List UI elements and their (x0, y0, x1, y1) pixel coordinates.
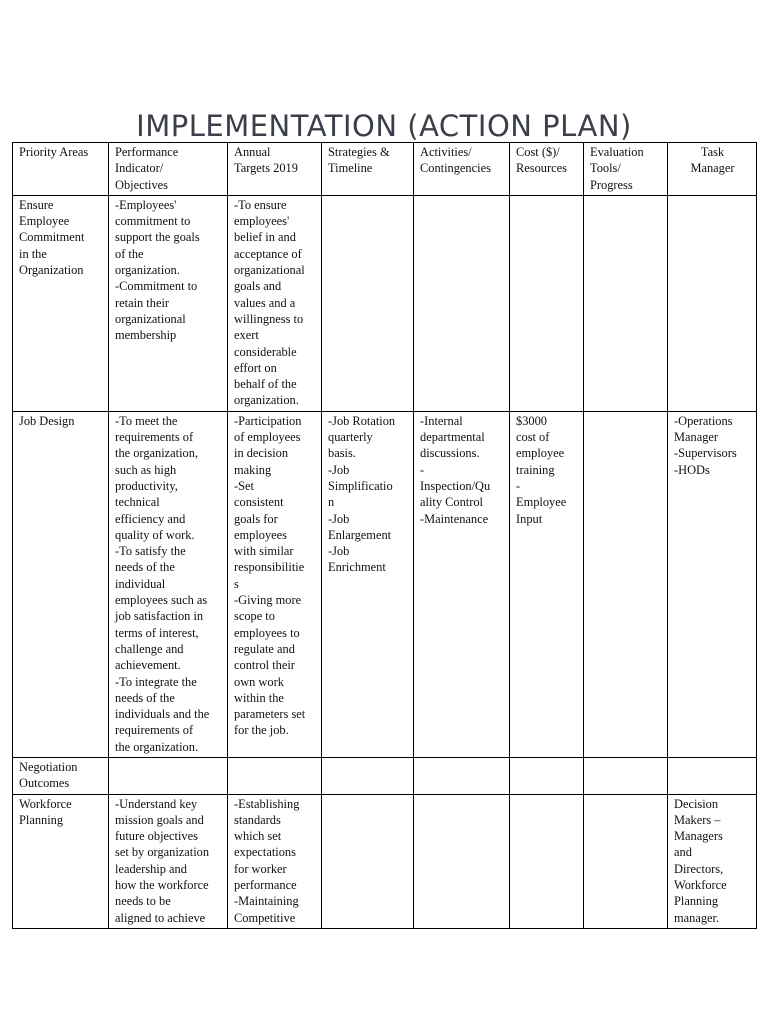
targets-cell (228, 757, 322, 794)
evaluation-cell (584, 794, 668, 928)
header-cell: Activities/ Contingencies (414, 143, 510, 196)
priority-area-cell: Job Design (13, 411, 109, 757)
strategies-cell (322, 195, 414, 411)
task-manager-cell (668, 195, 757, 411)
strategies-cell: -Job Rotation quarterly basis. -Job Simplificatio n -Job Enlargement -Job Enrichment (322, 411, 414, 757)
table-row (13, 794, 757, 928)
priority-area-cell: Workforce Planning (13, 794, 109, 928)
header-cell: Task Manager (668, 143, 757, 196)
task-manager-cell (668, 757, 757, 794)
header-cell: Strategies & Timeline (322, 143, 414, 196)
strategies-cell (322, 794, 414, 928)
table-header-row (13, 143, 757, 196)
evaluation-cell (584, 195, 668, 411)
page-title: IMPLEMENTATION (ACTION PLAN) (136, 109, 632, 144)
priority-area-cell: Negotiation Outcomes (13, 757, 109, 794)
activities-cell (414, 794, 510, 928)
targets-cell: -Establishing standards which set expectations for worker performance -Maintaining Competitive (228, 794, 322, 928)
task-manager-cell: Decision Makers – Managers and Directors, Workforce Planning manager. (668, 794, 757, 928)
cost-cell (510, 195, 584, 411)
table-row (13, 411, 757, 757)
evaluation-cell (584, 757, 668, 794)
cost-cell (510, 794, 584, 928)
cost-cell: $3000 cost of employee training - Employee Input (510, 411, 584, 757)
header-cell: Priority Areas (13, 143, 109, 196)
activities-cell: -Internal departmental discussions. - Inspection/Qu ality Control -Maintenance (414, 411, 510, 757)
header-cell: Performance Indicator/ Objectives (109, 143, 228, 196)
table-row (13, 195, 757, 411)
evaluation-cell (584, 411, 668, 757)
header-cell: Evaluation Tools/ Progress (584, 143, 668, 196)
cost-cell (510, 757, 584, 794)
priority-area-cell: Ensure Employee Commitment in the Organization (13, 195, 109, 411)
indicator-cell: -Understand key mission goals and future objectives set by organization leadership and how the workforce needs to be aligned to achieve (109, 794, 228, 928)
targets-cell: -Participation of employees in decision making -Set consistent goals for employees with similar responsibilitie s -Giving more scope to employees to regulate and control their own work within the parameters set for the job. (228, 411, 322, 757)
header-cell: Annual Targets 2019 (228, 143, 322, 196)
strategies-cell (322, 757, 414, 794)
action-plan-table (12, 142, 757, 929)
indicator-cell: -Employees' commitment to support the goals of the organization. -Commitment to retain their organizational membership (109, 195, 228, 411)
activities-cell (414, 195, 510, 411)
activities-cell (414, 757, 510, 794)
header-cell: Cost ($)/ Resources (510, 143, 584, 196)
task-manager-cell: -Operations Manager -Supervisors -HODs (668, 411, 757, 757)
table-row (13, 757, 757, 794)
targets-cell: -To ensure employees' belief in and acceptance of organizational goals and values and a willingness to exert considerable effort on behalf of the organization. (228, 195, 322, 411)
indicator-cell: -To meet the requirements of the organization, such as high productivity, technical efficiency and quality of work. -To satisfy the needs of the individual employees such as job satisfaction in terms of interest, challenge and achievement. -To integrate the needs of the individuals and the requirements of the organization. (109, 411, 228, 757)
indicator-cell (109, 757, 228, 794)
